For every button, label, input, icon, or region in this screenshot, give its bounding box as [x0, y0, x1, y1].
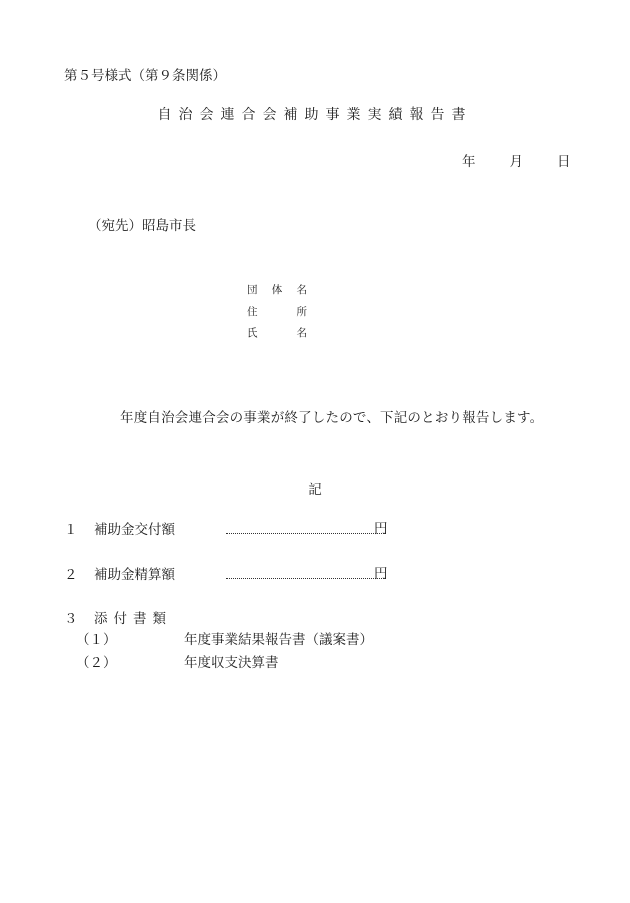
- attachment-item: [76, 628, 373, 648]
- sender-address: [247, 304, 307, 319]
- subsidy-settled-amount-field[interactable]: [226, 563, 386, 579]
- attachment-number: （１）: [76, 632, 117, 648]
- attachment-number: （２）: [76, 655, 117, 671]
- item-label: 補助金交付額: [94, 522, 175, 538]
- sender-group-name: [247, 282, 307, 297]
- addressee: （宛先）昭島市長: [88, 218, 196, 234]
- subsidy-granted-amount-field[interactable]: [226, 518, 386, 534]
- sender-name: [247, 325, 307, 340]
- name-label: 氏名: [247, 327, 307, 339]
- item-number: ２: [64, 567, 78, 583]
- yen-unit: 円: [374, 521, 388, 537]
- report-body-text: 年度自治会連合会の事業が終了したので、下記のとおり報告します。: [120, 410, 544, 426]
- ki-heading: 記: [308, 482, 322, 498]
- attachments-label: 添付書類: [94, 611, 172, 627]
- yen-unit: 円: [374, 566, 388, 582]
- date-year-label: 年: [462, 154, 476, 170]
- form-number: 第５号様式（第９条関係）: [64, 68, 226, 84]
- attachment-text: 年度事業結果報告書（議案書）: [184, 632, 373, 648]
- attachment-item: [76, 651, 279, 671]
- date-line: [462, 150, 571, 170]
- item-label: 補助金精算額: [94, 567, 175, 583]
- group-name-label: 団体名: [247, 284, 307, 296]
- date-day-label: 日: [557, 154, 571, 170]
- item-subsidy-settled: [64, 563, 224, 583]
- item-attachments: [64, 607, 172, 627]
- attachment-text: 年度収支決算書: [184, 655, 279, 671]
- address-label: 住所: [247, 306, 307, 318]
- date-month-label: 月: [509, 154, 523, 170]
- document-title: 自治会連合会補助事業実績報告書: [157, 107, 473, 123]
- item-number: ３: [64, 611, 78, 627]
- item-subsidy-granted: [64, 518, 224, 538]
- item-number: １: [64, 522, 78, 538]
